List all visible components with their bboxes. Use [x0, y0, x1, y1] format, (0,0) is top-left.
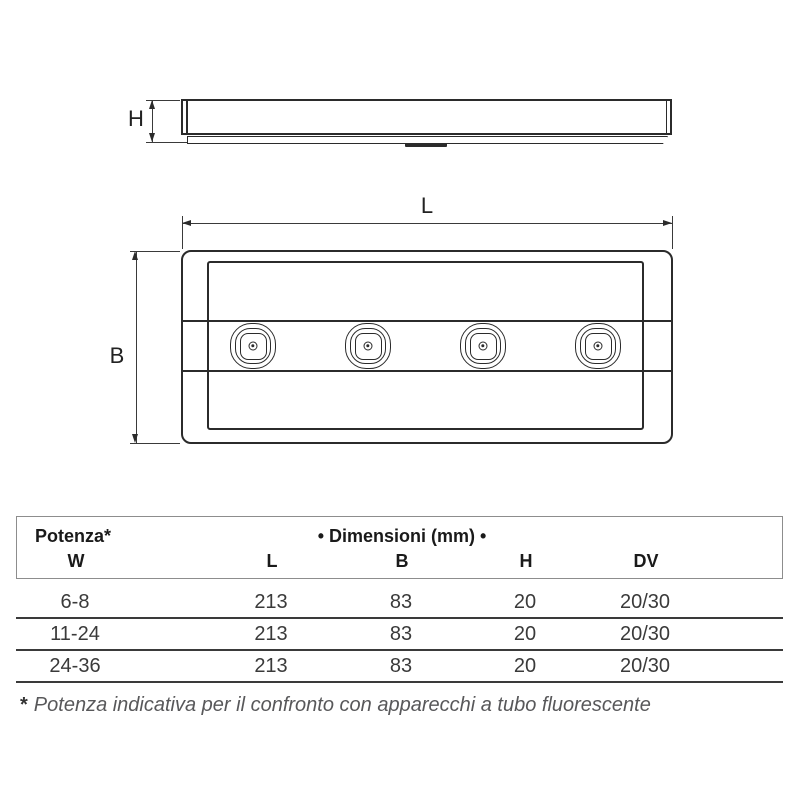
arrow-right-icon: [663, 220, 672, 226]
table-row: [16, 587, 783, 619]
column-header-b: B: [395, 551, 409, 571]
led-screw: [460, 323, 506, 369]
side-body-edge-line: [666, 101, 668, 133]
table-cell-dv: 20/30: [619, 655, 671, 677]
column-header-h: H: [519, 551, 533, 571]
table-cell-dv: 20/30: [619, 591, 671, 613]
footnote-asterisk: *: [20, 694, 28, 716]
dimensioni-header: • Dimensioni (mm) •: [317, 526, 487, 546]
table-cell-l: 213: [254, 591, 288, 613]
mounting-tab: [405, 143, 447, 148]
arrow-down-icon: [149, 133, 155, 142]
table-cell-w: 6-8: [60, 591, 90, 613]
table-cell-b: 83: [389, 623, 413, 645]
table-cell-dv: 20/30: [619, 623, 671, 645]
b-dimension-line: [136, 251, 137, 443]
column-header-dv: DV: [633, 551, 659, 571]
column-header-l: L: [266, 551, 278, 571]
arrow-up-icon: [149, 100, 155, 109]
footnote-text: Potenza indicativa per il confronto con apparecchi a tubo fluorescente: [33, 694, 651, 716]
l-dimension-label: L: [420, 193, 434, 218]
arrow-down-icon: [132, 434, 138, 443]
h-dimension-label: H: [128, 106, 144, 131]
led-screw: [230, 323, 276, 369]
led-screw: [575, 323, 621, 369]
extension-line: [146, 142, 187, 143]
b-dimension-label: B: [109, 343, 125, 368]
table-cell-h: 20: [513, 655, 537, 677]
footnote: [20, 694, 651, 717]
spec-table-body: [16, 587, 783, 683]
table-cell-w: 24-36: [49, 655, 101, 677]
potenza-header: Potenza*: [35, 526, 112, 546]
table-cell-b: 83: [389, 655, 413, 677]
spec-table-header: [16, 516, 783, 579]
fixture-side-body: [181, 99, 672, 135]
table-row: [16, 619, 783, 651]
table-cell-h: 20: [513, 591, 537, 613]
table-cell-h: 20: [513, 623, 537, 645]
column-header-w: W: [67, 551, 85, 571]
arrow-left-icon: [182, 220, 191, 226]
column-header-row: [17, 550, 782, 572]
table-cell-l: 213: [254, 655, 288, 677]
l-dimension-line: [182, 223, 672, 224]
side-body-edge-line: [186, 101, 188, 133]
led-screw: [345, 323, 391, 369]
table-cell-l: 213: [254, 623, 288, 645]
table-row: [16, 651, 783, 683]
arrow-up-icon: [132, 251, 138, 260]
table-cell-b: 83: [389, 591, 413, 613]
table-cell-w: 11-24: [50, 623, 100, 645]
header-title-row: [17, 525, 782, 547]
